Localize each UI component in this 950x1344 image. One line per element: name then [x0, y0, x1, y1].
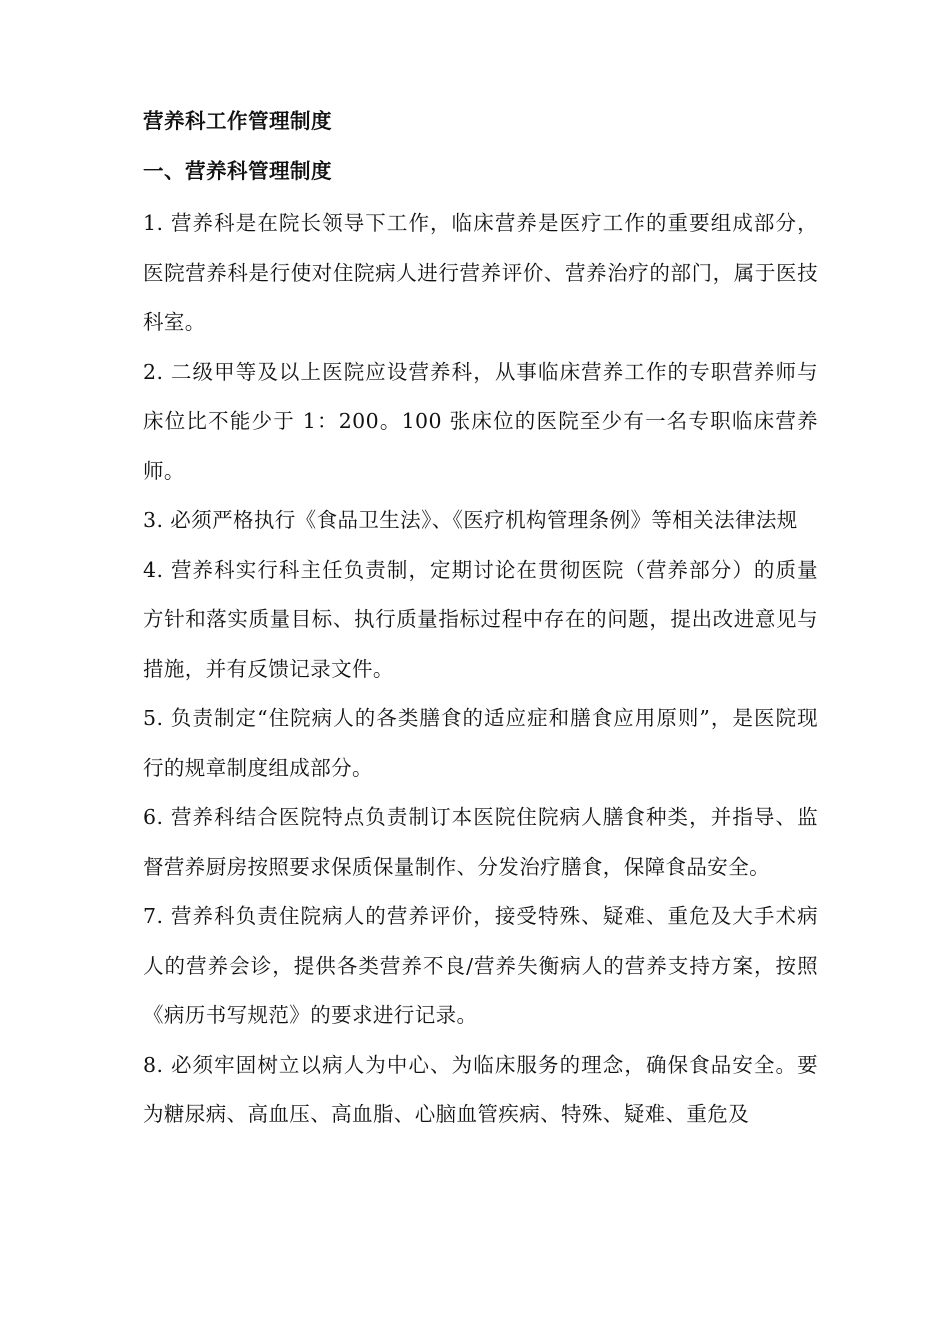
rule-item-2: 2. 二级甲等及以上医院应设营养科，从事临床营养工作的专职营养师与床位比不能少于 1：200。100 张床位的医院至少有一名专职临床营养师。: [143, 359, 818, 483]
rule-item-3: 3. 必须严格执行《食品卫生法》、《医疗机构管理条例》等相关法律法规: [143, 508, 798, 532]
rule-item-4: 4. 营养科实行科主任负责制，定期讨论在贯彻医院（营养部分）的质量方针和落实质量目标、执行质量指标过程中存在的问题，提出改进意见与措施，并有反馈记录文件。: [143, 557, 818, 681]
rule-item-6: 6. 营养科结合医院特点负责制订本医院住院病人膳食种类，并指导、监督营养厨房按照要求保质保量制作、分发治疗膳食，保障食品安全。: [143, 805, 818, 879]
document-body: [143, 101, 818, 1140]
rule-item-5: 5. 负责制定“住院病人的各类膳食的适应症和膳食应用原则”，是医院现行的规章制度组成部分。: [143, 706, 818, 780]
rule-item-8: 8. 必须牢固树立以病人为中心、为临床服务的理念，确保食品安全。要为糖尿病、高血压、高血脂、心脑血管疾病、特殊、疑难、重危及: [143, 1052, 818, 1126]
rule-item-7: 7. 营养科负责住院病人的营养评价，接受特殊、疑难、重危及大手术病人的营养会诊，提供各类营养不良/营养失衡病人的营养支持方案，按照《病历书写规范》的要求进行记录。: [143, 904, 818, 1027]
document-title: 营养科工作管理制度: [143, 109, 332, 133]
rule-item-1: 1. 营养科是在院长领导下工作，临床营养是医疗工作的重要组成部分，医院营养科是行使对住院病人进行营养评价、营养治疗的部门，属于医技科室。: [143, 211, 818, 334]
section-heading: 一、营养科管理制度: [143, 159, 332, 183]
